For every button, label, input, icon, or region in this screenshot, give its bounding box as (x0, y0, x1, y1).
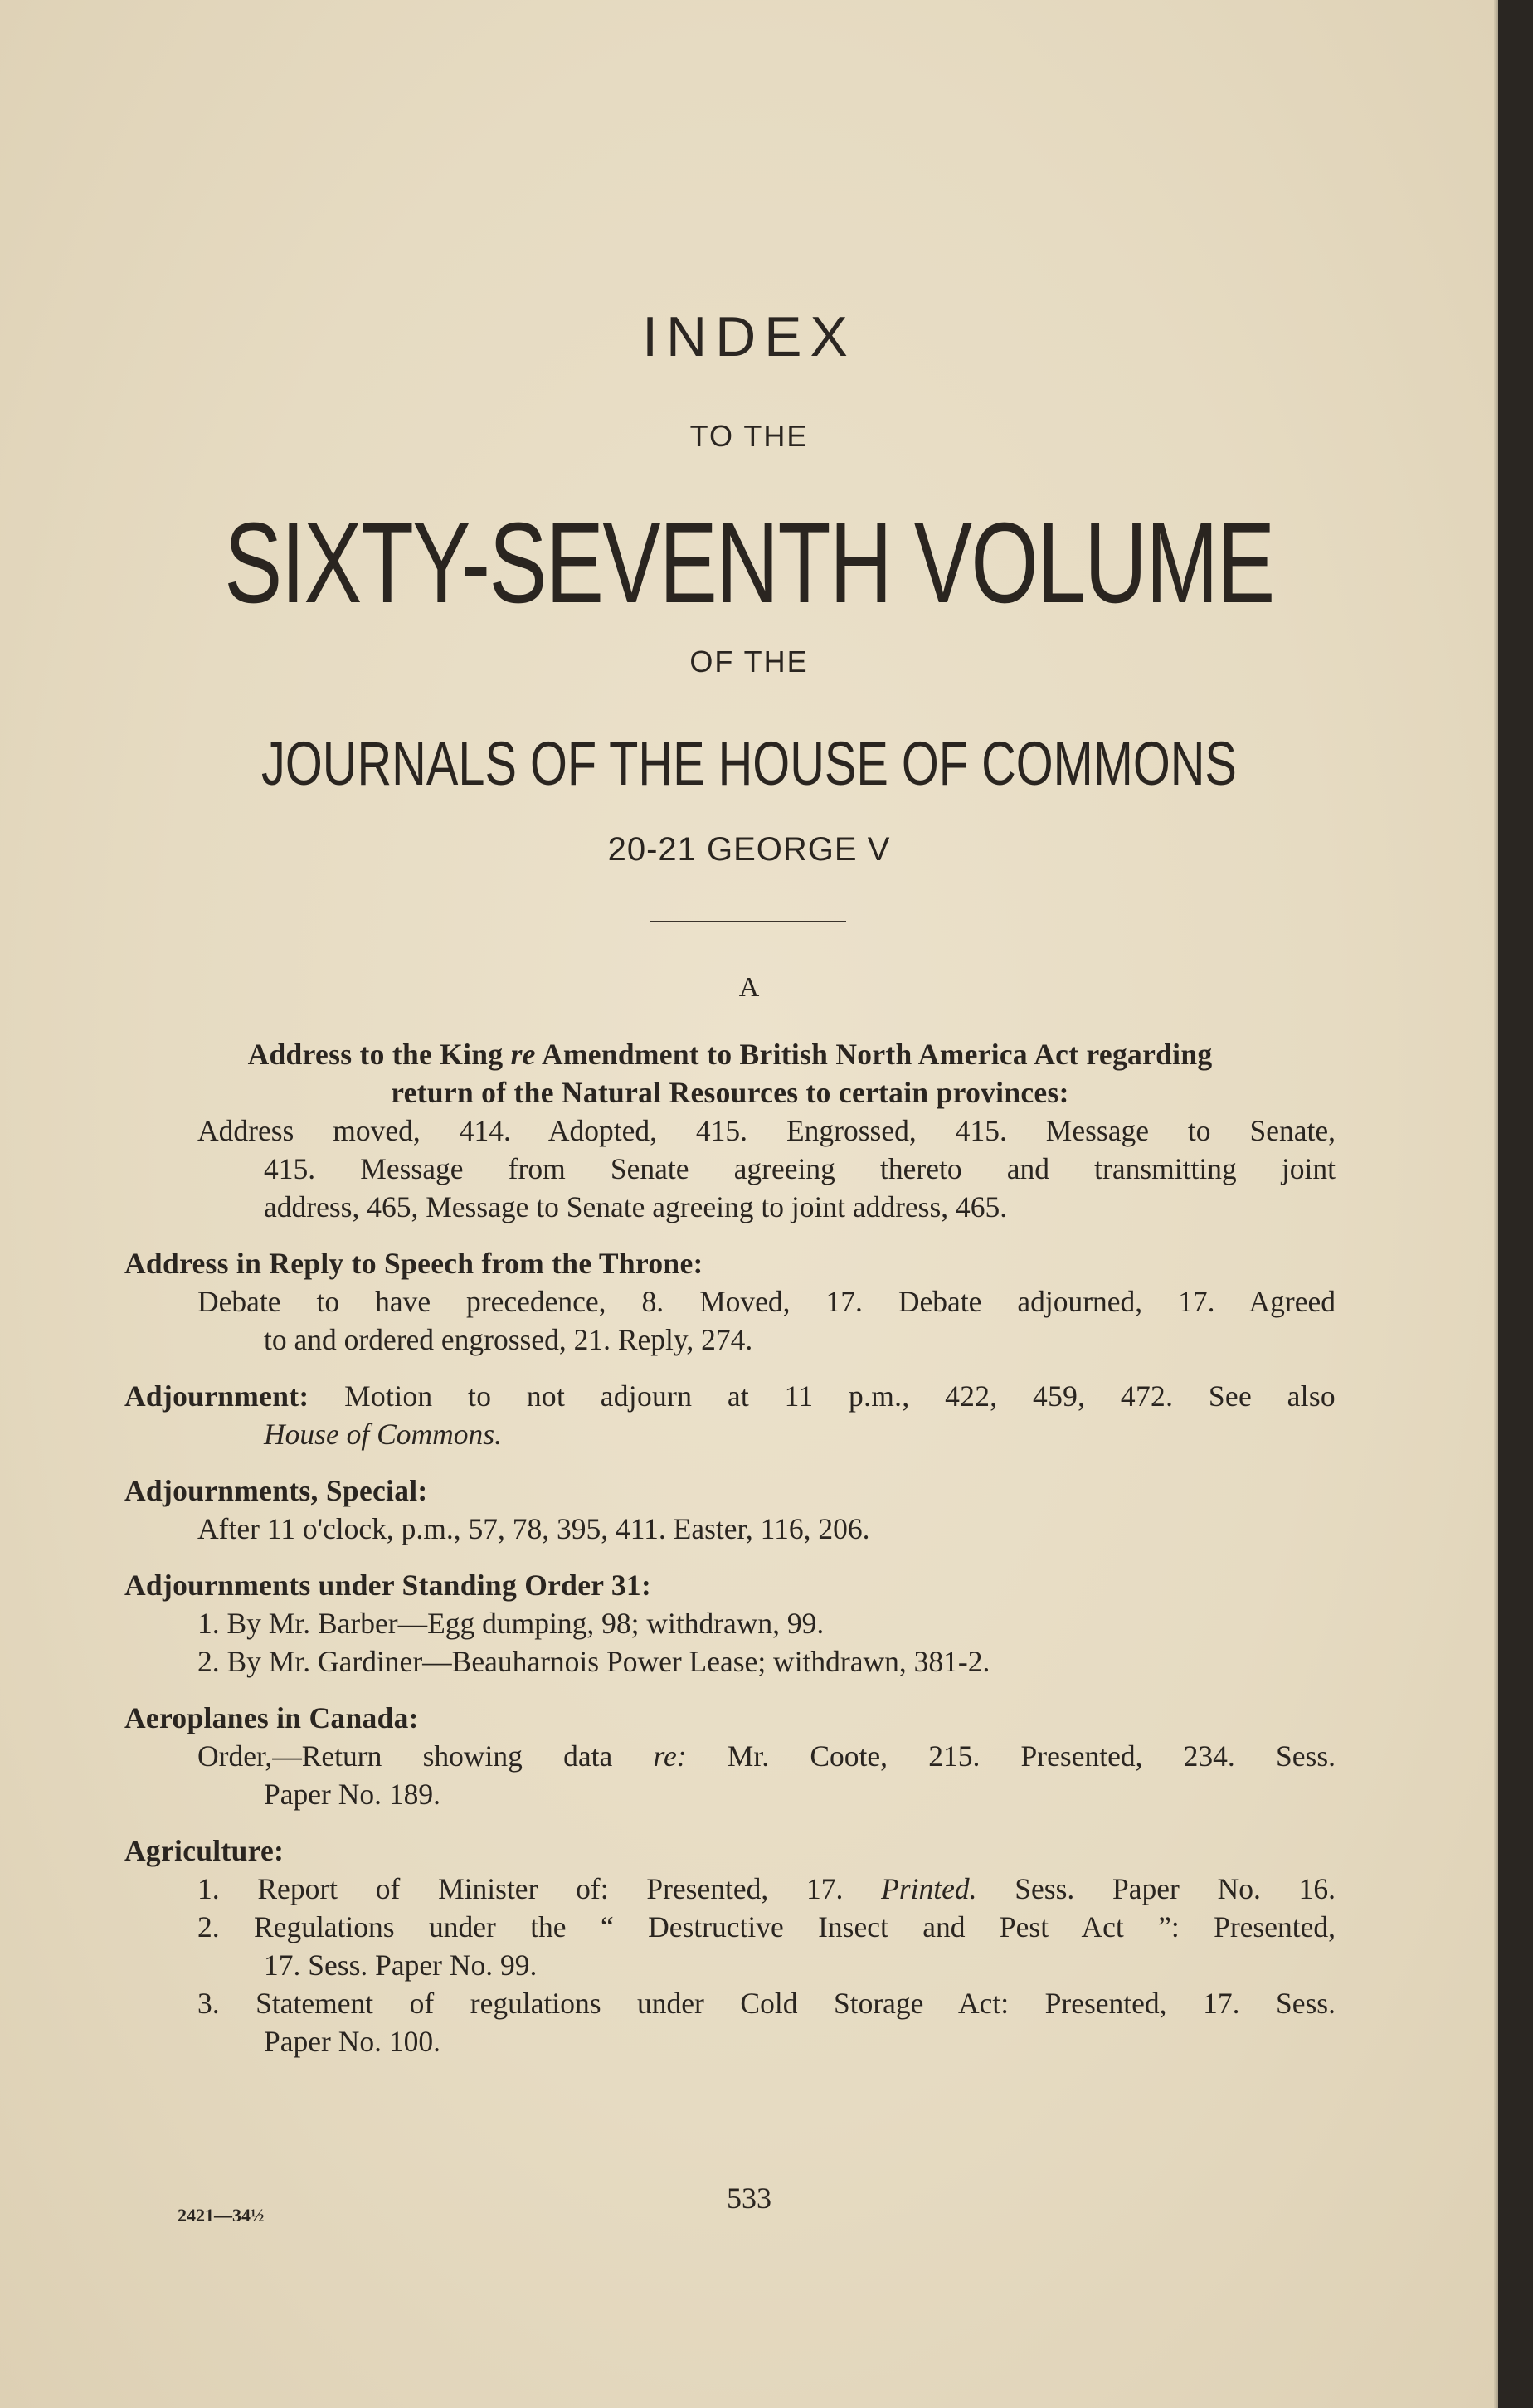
entry-line: Paper No. 189. (264, 1778, 440, 1811)
printer-signature: 2421—34½ (178, 2205, 265, 2226)
entry-line: 2. By Mr. Gardiner—Beauharnois Power Lease; withdrawn, 381-2. (197, 1645, 990, 1678)
entry-line: to and ordered engrossed, 21. Reply, 274. (264, 1323, 753, 1356)
entry-line: After 11 o'clock, p.m., 57, 78, 395, 411. Easter, 116, 206. (197, 1512, 870, 1545)
index-entry (124, 1472, 1336, 1548)
entry-line-part: Order,—Return showing data (197, 1739, 613, 1773)
entry-line: Motion to not adjourn at 11 p.m., 422, 459, 472. See also (344, 1379, 1336, 1413)
entry-heading (124, 1035, 1336, 1073)
entry-line: 2. Regulations under the “ Destructive Insect and Pest Act ”: Presented, (197, 1910, 1336, 1943)
entry-line: 3. Statement of regulations under Cold Storage Act: Presented, 17. Sess. (197, 1987, 1336, 2020)
show-through-text (896, 124, 909, 163)
entry-heading: Agriculture: (124, 1834, 285, 1867)
divider-rule (650, 921, 846, 922)
entry-line-part: 1. Report of Minister of: Presented, 17. (197, 1872, 844, 1905)
entry-line: Address moved, 414. Adopted, 415. Engrossed, 415. Message to Senate, (197, 1114, 1336, 1147)
index-entries (124, 1035, 1336, 2060)
title-volume: SIXTY-SEVENTH VOLUME (224, 499, 1274, 627)
entry-heading-continued: return of the Natural Resources to certain provinces: (391, 1076, 1069, 1109)
entry-heading: Aeroplanes in Canada: (124, 1701, 419, 1734)
entry-heading-re: re (510, 1038, 536, 1071)
entry-line: 415. Message from Senate agreeing thereto and transmitting joint (264, 1152, 1336, 1185)
entry-line (124, 1870, 1336, 1908)
page-number: 533 (727, 2182, 771, 2215)
title-reign: 20-21 GEORGE V (607, 831, 891, 868)
entry-line: address, 465, Message to Senate agreeing to joint address, 465. (264, 1190, 1008, 1223)
entry-line: Debate to have precedence, 8. Moved, 17. Debate adjourned, 17. Agreed (197, 1285, 1336, 1318)
entry-heading: Adjournment: (124, 1379, 309, 1413)
section-letter: A (738, 972, 760, 1003)
entry-heading-row (124, 1377, 1336, 1415)
index-entry (124, 1035, 1336, 1226)
index-entry (124, 1566, 1336, 1681)
entry-heading-part: Address to the King (247, 1038, 504, 1071)
index-entry (124, 1377, 1336, 1453)
entry-heading-part: Amendment to British North America Act regarding (541, 1038, 1213, 1071)
entry-line-part: Mr. Coote, 215. Presented, 234. Sess. (727, 1739, 1336, 1773)
title-index: INDEX (642, 305, 856, 368)
title-journals: JOURNALS OF THE HOUSE OF COMMONS (261, 729, 1237, 798)
entry-heading: Address in Reply to Speech from the Throne: (124, 1247, 703, 1280)
entry-line: Paper No. 100. (264, 2025, 440, 2058)
entry-heading: Adjournments under Standing Order 31: (124, 1569, 652, 1602)
entry-line: 1. By Mr. Barber—Egg dumping, 98; withdrawn, 99. (197, 1607, 825, 1640)
entry-line-part: Sess. Paper No. 16. (1015, 1872, 1336, 1905)
index-entry (124, 1244, 1336, 1359)
entry-line (124, 1737, 1336, 1775)
entry-line: 17. Sess. Paper No. 99. (264, 1948, 538, 1982)
entry-line: House of Commons. (264, 1418, 502, 1451)
entry-line-re: re: (653, 1739, 687, 1773)
index-entry (124, 1699, 1336, 1813)
title-to-the: TO THE (689, 419, 809, 453)
entry-heading: Adjournments, Special: (124, 1474, 428, 1507)
entry-line-printed: Printed. (881, 1872, 977, 1905)
page-edge (1494, 0, 1498, 2408)
title-of-the: OF THE (689, 645, 809, 679)
index-entry (124, 1832, 1336, 2060)
